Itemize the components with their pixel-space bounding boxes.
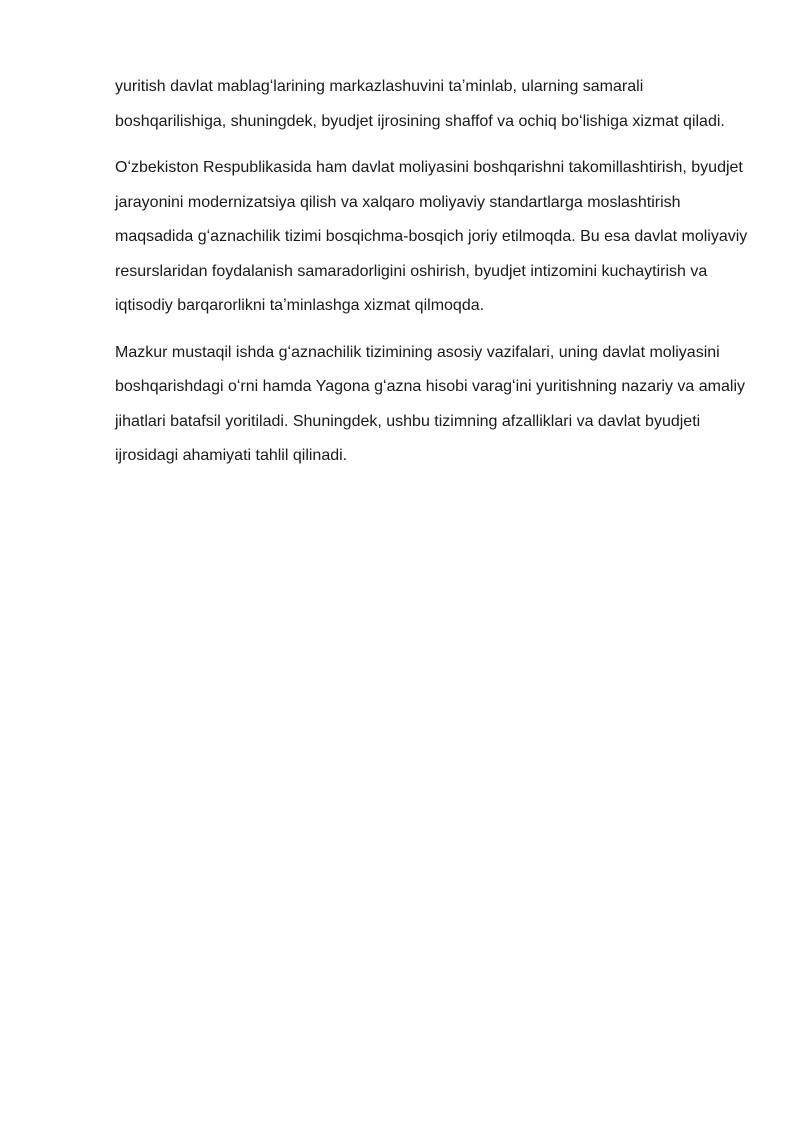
paragraph-2: Oʻzbekiston Respublikasida ham davlat moliyasini boshqarishni takomillashtirish, byudjet jarayonini modernizatsiya qilish va xalqaro moliyaviy standartlarga moslashtirish maqsadida gʻaznachilik tizimi bosqichma-bosqich joriy etilmoqda. Bu esa davlat moliyaviy resurslaridan foydalanish samaradorligini oshirish, byudjet intizomini kuchaytirish va iqtisodiy barqarorlikni taʼminlashga xizmat qilmoqda. (115, 159, 748, 314)
document-body (115, 70, 755, 486)
paragraph-1: yuritish davlat mablagʻlarining markazlashuvini taʼminlab, ularning samarali boshqarilishiga, shuningdek, byudjet ijrosining shaffof va ochiq boʻlishiga xizmat qiladi. (115, 78, 725, 130)
paragraph-3: Mazkur mustaqil ishda gʻaznachilik tizimining asosiy vazifalari, uning davlat moliyasini boshqarishdagi oʻrni hamda Yagona gʻazna hisobi varagʻini yuritishning nazariy va amaliy jihatlari batafsil yoritiladi. Shuningdek, ushbu tizimning afzalliklari va davlat byudjeti ijrosidagi ahamiyati tahlil qilinadi. (115, 343, 745, 464)
